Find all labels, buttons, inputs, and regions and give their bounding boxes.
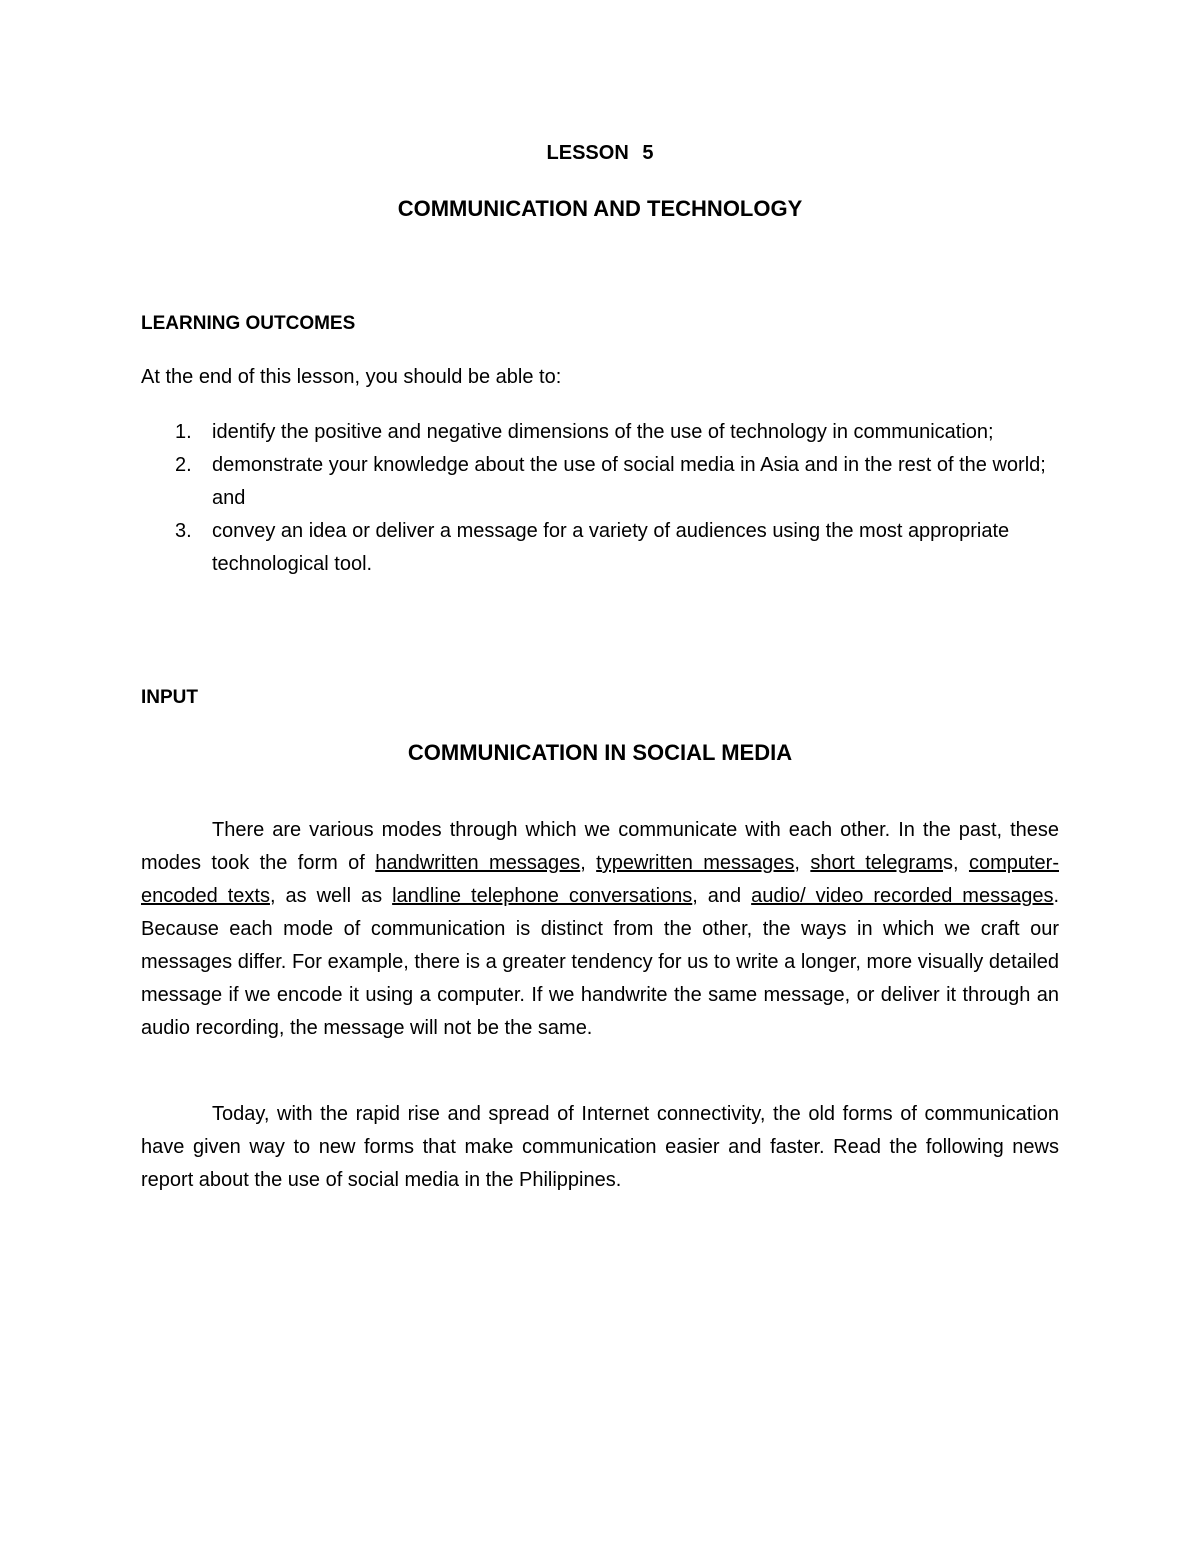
outcome-number: 2. — [175, 454, 192, 476]
outcome-number: 3. — [175, 520, 192, 542]
outcome-number: 1. — [175, 421, 192, 443]
paragraph-text: , as well as — [269, 885, 393, 907]
body-paragraph-1 — [141, 814, 1059, 1045]
paragraph-text: , — [794, 852, 811, 874]
underlined-term: computer-encoded texts — [141, 852, 1059, 907]
outcome-text: convey an idea or deliver a message for a variety of audiences using the most appropriate technological tool. — [212, 520, 1010, 575]
paragraph-text: , — [580, 852, 597, 874]
outcome-text: identify the positive and negative dimensions of the use of technology in communication; — [212, 421, 994, 443]
outcome-item — [141, 449, 1059, 515]
learning-outcomes-list — [141, 416, 1059, 581]
learning-outcomes-intro: At the end of this lesson, you should be able to: — [141, 366, 562, 388]
learning-outcomes-heading: LEARNING OUTCOMES — [141, 313, 356, 334]
outcome-item — [141, 515, 1059, 581]
outcome-text: demonstrate your knowledge about the use of social media in Asia and in the rest of the world; and — [212, 454, 1046, 509]
input-heading: INPUT — [141, 687, 198, 708]
underlined-term: typewritten messages — [596, 852, 795, 874]
lesson-label: LESSON 5 — [546, 142, 654, 164]
paragraph-text: , and — [692, 885, 752, 907]
lesson-title: COMMUNICATION AND TECHNOLOGY — [397, 196, 803, 221]
section-subtitle: COMMUNICATION IN SOCIAL MEDIA — [407, 740, 793, 765]
underlined-term: audio/ video recorded messages — [751, 885, 1054, 907]
outcome-item — [141, 416, 1059, 449]
underlined-term: landline telephone conversations — [392, 885, 693, 907]
underlined-term: short telegram — [810, 852, 944, 874]
paragraph-text: There are various modes through which we communicate with each other. In the past, these modes took the form of — [141, 819, 1059, 874]
body-paragraph-2: Today, with the rapid rise and spread of Internet connectivity, the old forms of communication have given way to new forms that make communication easier and faster. Read the following news report about the use of social media in the Philippines. — [141, 1103, 1059, 1191]
paragraph-text: s, — [943, 852, 969, 874]
underlined-term: handwritten messages — [375, 852, 581, 874]
paragraph-text: . Because each mode of communication is distinct from the other, the ways in which we craft our messages differ. For example, there is a greater tendency for us to write a longer, more visually detailed message if we encode it using a computer. If we handwrite the same message, or deliver it through an audio recording, the message will not be the same. — [141, 885, 1060, 1039]
